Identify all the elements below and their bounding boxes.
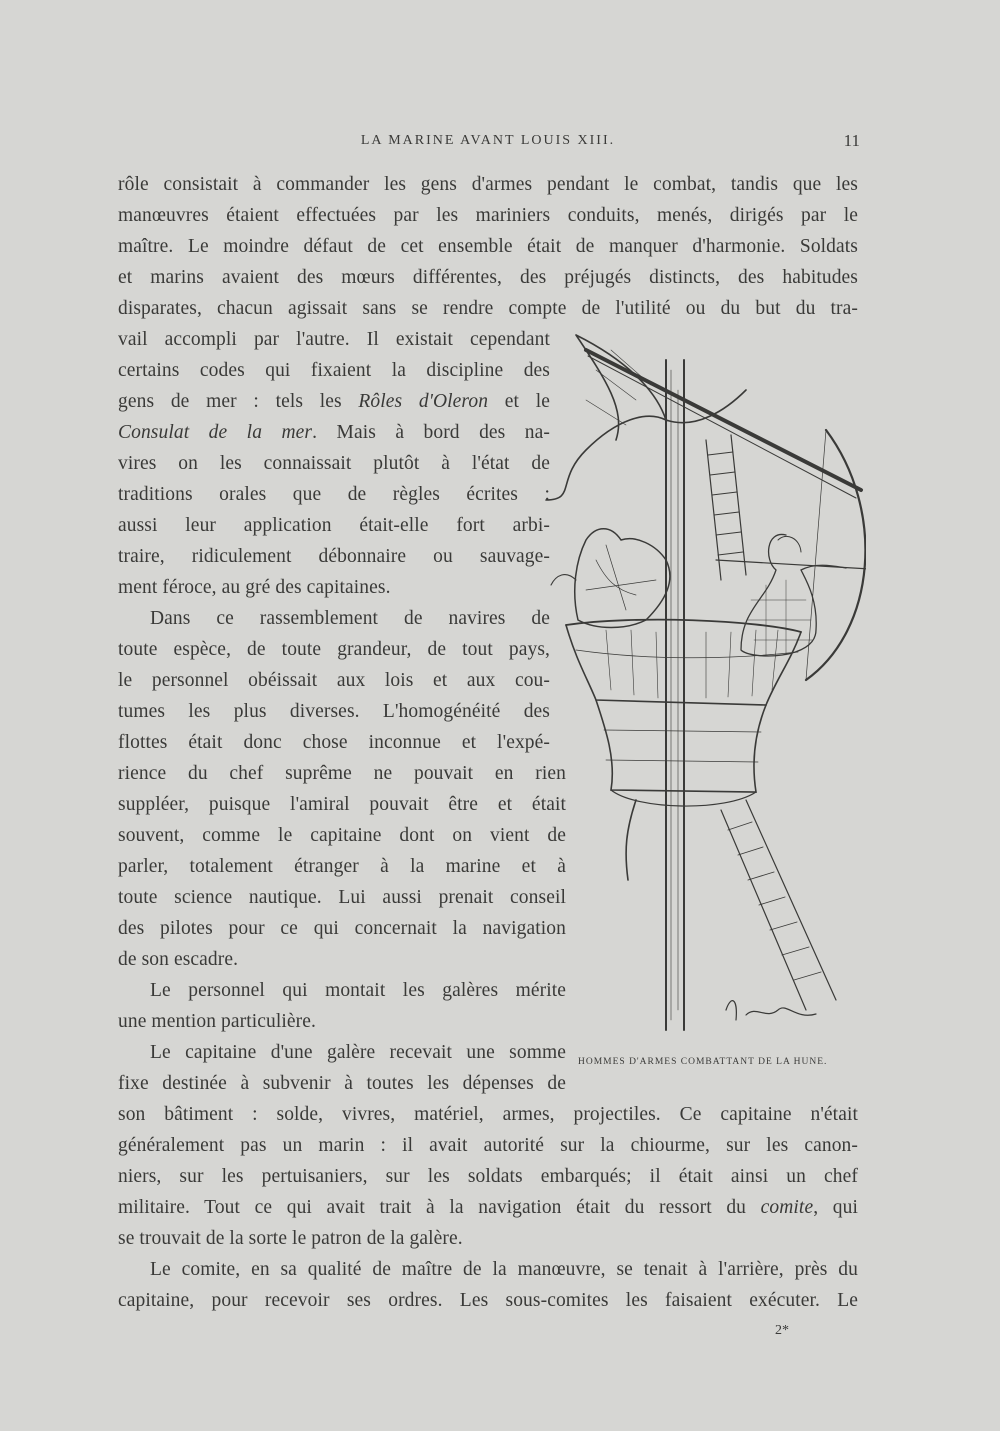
text-line: traire, ridiculement débonnaire ou sauvage- <box>118 546 550 567</box>
figure-caption: HOMMES D'ARMES COMBATTANT DE LA HUNE. <box>578 1057 828 1067</box>
running-head <box>118 131 858 153</box>
text-line: de son escadre. <box>118 949 239 970</box>
text-line: rôle consistait à commander les gens d'armes pendant le combat, tandis que les <box>118 174 858 195</box>
text-line <box>118 1193 858 1223</box>
text-line: Le capitaine d'une galère recevait une somme <box>150 1042 566 1063</box>
italic-title: Consulat de la mer <box>118 422 313 443</box>
text-run: militaire. Tout ce qui avait trait à la navigation était du ressort du <box>118 1197 761 1218</box>
page-number: 11 <box>843 131 860 150</box>
text-line: disparates, chacun agissait sans se rendre compte de l'utilité ou du but du tra- <box>118 298 858 319</box>
text-line: vires on les connaissait plutôt à l'état de <box>118 453 550 474</box>
text-line: le personnel obéissait aux lois et aux cou- <box>118 670 550 691</box>
text-line: certains codes qui fixaient la discipline des <box>118 360 550 381</box>
text-run: . Mais à bord des na- <box>312 422 550 443</box>
text-line: fixe destinée à subvenir à toutes les dépenses de <box>118 1073 566 1094</box>
text-line: souvent, comme le capitaine dont on vient de <box>118 825 566 846</box>
text-line: des pilotes pour ce qui concernait la navigation <box>118 918 566 939</box>
crows-nest-illustration <box>516 330 866 1050</box>
text-line: se trouvait de la sorte le patron de la galère. <box>118 1228 463 1249</box>
text-run: gens de mer : tels les <box>118 391 359 412</box>
text-line: manœuvres étaient effectuées par les mariniers conduits, menés, dirigés par le <box>118 205 858 226</box>
text-line: ment féroce, au gré des capitaines. <box>118 577 391 598</box>
text-line: Le comite, en sa qualité de maître de la manœuvre, se tenait à l'arrière, près du <box>150 1259 858 1280</box>
text-line: suppléer, puisque l'amiral pouvait être et était <box>118 794 566 815</box>
text-line: niers, sur les pertuisaniers, sur les soldats embarqués; il était ainsi un chef <box>118 1166 858 1187</box>
text-line: parler, totalement étranger à la marine et à <box>118 856 566 877</box>
text-line: maître. Le moindre défaut de cet ensemble était de manquer d'harmonie. Soldats <box>118 236 858 257</box>
text-line: flottes était donc chose inconnue et l'expé- <box>118 732 550 753</box>
text-line: aussi leur application était-elle fort arbi- <box>118 515 550 536</box>
text-line: toute science nautique. Lui aussi prenait conseil <box>118 887 566 908</box>
text-run: , qui <box>813 1197 858 1218</box>
italic-title: Rôles d'Oleron <box>358 391 489 412</box>
text-line: traditions orales que de règles écrites : <box>118 484 550 505</box>
text-line: toute espèce, de toute grandeur, de tout pays, <box>118 639 550 660</box>
text-line: rience du chef suprême ne pouvait en rien <box>118 763 566 784</box>
running-head-title: LA MARINE AVANT LOUIS XIII. <box>360 133 616 148</box>
text-line: et marins avaient des mœurs différentes, des préjugés distincts, des habitudes <box>118 267 858 288</box>
text-line: une mention particulière. <box>118 1011 316 1032</box>
italic-term: comite <box>760 1197 814 1218</box>
text-run: et le <box>488 391 550 412</box>
text-line <box>118 418 550 448</box>
text-line: son bâtiment : solde, vivres, matériel, armes, projectiles. Ce capitaine n'était <box>118 1104 858 1125</box>
text-line: capitaine, pour recevoir ses ordres. Les sous-comites les faisaient exécuter. Le <box>118 1290 858 1311</box>
text-line: Le personnel qui montait les galères mérite <box>150 980 566 1001</box>
text-line: vail accompli par l'autre. Il existait cependant <box>118 329 550 350</box>
text-line: tumes les plus diverses. L'homogénéité des <box>118 701 550 722</box>
signature-mark: 2* <box>775 1323 789 1338</box>
text-line: Dans ce rassemblement de navires de <box>150 608 550 629</box>
text-line: généralement pas un marin : il avait autorité sur la chiourme, sur les canon- <box>118 1135 858 1156</box>
text-line <box>118 387 550 417</box>
